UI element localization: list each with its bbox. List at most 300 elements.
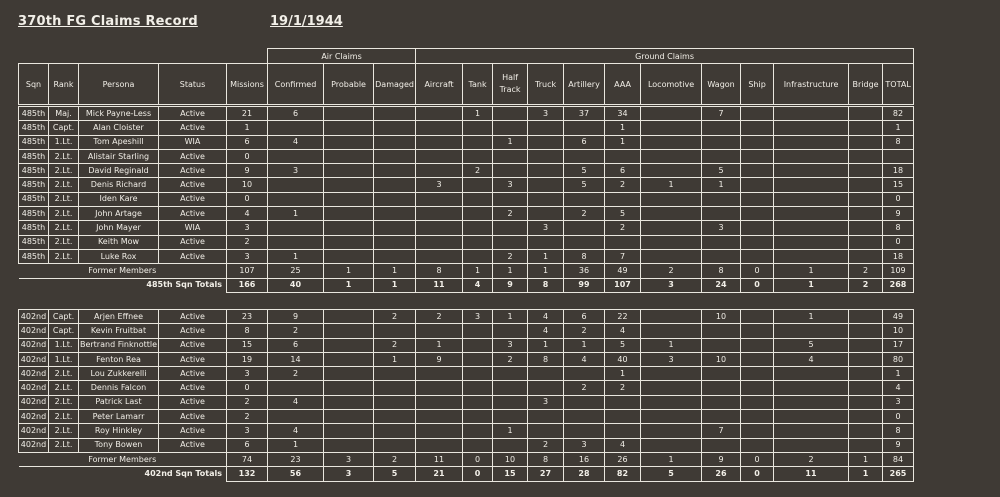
cell-infrastructure xyxy=(774,221,849,235)
table-row xyxy=(19,395,914,409)
cell-half-track: 1 xyxy=(493,264,528,278)
cell-wagon: 1 xyxy=(702,178,741,192)
cell-locomotive xyxy=(641,135,702,149)
cell-infrastructure xyxy=(774,107,849,121)
cell-tank: 1 xyxy=(463,264,493,278)
cell-wagon: 10 xyxy=(702,310,741,324)
cell-confirmed: 4 xyxy=(268,424,324,438)
cell-locomotive xyxy=(641,410,702,424)
cell-status: Active xyxy=(159,249,227,263)
cell-infrastructure xyxy=(774,395,849,409)
table-row xyxy=(19,249,914,263)
cell-rank: 2.Lt. xyxy=(49,221,79,235)
cell-ship xyxy=(741,235,774,249)
cell-probable xyxy=(324,235,374,249)
cell-aaa: 5 xyxy=(605,338,641,352)
cell-damaged xyxy=(374,121,416,135)
cell-half-track xyxy=(493,149,528,163)
cell-missions: 2 xyxy=(227,410,268,424)
cell-bridge xyxy=(849,352,883,366)
cell-missions: 3 xyxy=(227,424,268,438)
table-row xyxy=(19,352,914,366)
cell-confirmed: 6 xyxy=(268,338,324,352)
cell-infrastructure xyxy=(774,235,849,249)
cell-truck: 3 xyxy=(528,221,564,235)
cell-probable xyxy=(324,164,374,178)
former-members-label: Former Members xyxy=(19,452,227,466)
cell-persona: Tom Apeshill xyxy=(79,135,159,149)
cell-wagon: 3 xyxy=(702,221,741,235)
cell-confirmed: 56 xyxy=(268,467,324,481)
cell-truck: 1 xyxy=(528,264,564,278)
cell-aaa: 2 xyxy=(605,178,641,192)
cell-total: 1 xyxy=(883,367,914,381)
cell-infrastructure: 4 xyxy=(774,352,849,366)
cell-half-track xyxy=(493,367,528,381)
cell-missions: 0 xyxy=(227,192,268,206)
cell-total: 84 xyxy=(883,452,914,466)
cell-ship xyxy=(741,338,774,352)
cell-half-track: 1 xyxy=(493,135,528,149)
column-header-wagon: Wagon xyxy=(702,64,741,105)
cell-confirmed: 25 xyxy=(268,264,324,278)
cell-half-track xyxy=(493,192,528,206)
cell-persona: Fenton Rea xyxy=(79,352,159,366)
column-header-aircraft: Aircraft xyxy=(416,64,463,105)
cell-locomotive xyxy=(641,310,702,324)
cell-aircraft xyxy=(416,149,463,163)
cell-total: 80 xyxy=(883,352,914,366)
cell-rank: 2.Lt. xyxy=(49,164,79,178)
cell-aaa xyxy=(605,424,641,438)
cell-rank: 2.Lt. xyxy=(49,192,79,206)
cell-tank: 2 xyxy=(463,164,493,178)
cell-confirmed xyxy=(268,221,324,235)
cell-sqn: 402nd xyxy=(19,424,49,438)
cell-wagon xyxy=(702,192,741,206)
cell-bridge: 2 xyxy=(849,278,883,292)
cell-locomotive xyxy=(641,424,702,438)
cell-aaa: 1 xyxy=(605,135,641,149)
cell-probable xyxy=(324,135,374,149)
cell-infrastructure: 11 xyxy=(774,467,849,481)
column-header-aaa: AAA xyxy=(605,64,641,105)
cell-wagon xyxy=(702,149,741,163)
cell-sqn: 402nd xyxy=(19,367,49,381)
table-row xyxy=(19,221,914,235)
table-row xyxy=(19,235,914,249)
cell-status: Active xyxy=(159,149,227,163)
cell-total: 8 xyxy=(883,221,914,235)
cell-locomotive: 1 xyxy=(641,178,702,192)
cell-artillery xyxy=(564,235,605,249)
cell-total: 17 xyxy=(883,338,914,352)
cell-confirmed: 1 xyxy=(268,207,324,221)
cell-missions: 2 xyxy=(227,235,268,249)
cell-ship xyxy=(741,410,774,424)
cell-status: Active xyxy=(159,310,227,324)
cell-damaged xyxy=(374,381,416,395)
cell-status: Active xyxy=(159,324,227,338)
cell-status: Active xyxy=(159,107,227,121)
cell-total: 4 xyxy=(883,381,914,395)
cell-sqn: 485th xyxy=(19,221,49,235)
cell-bridge xyxy=(849,438,883,452)
squadron-totals-label: 402nd Sqn Totals xyxy=(19,467,227,481)
cell-infrastructure xyxy=(774,135,849,149)
table-row xyxy=(19,149,914,163)
cell-infrastructure xyxy=(774,249,849,263)
cell-status: WIA xyxy=(159,221,227,235)
cell-ship xyxy=(741,367,774,381)
cell-bridge xyxy=(849,178,883,192)
cell-total: 8 xyxy=(883,135,914,149)
cell-half-track: 15 xyxy=(493,467,528,481)
cell-tank xyxy=(463,249,493,263)
cell-total: 49 xyxy=(883,310,914,324)
cell-persona: David Reginald xyxy=(79,164,159,178)
cell-confirmed: 9 xyxy=(268,310,324,324)
cell-artillery xyxy=(564,121,605,135)
cell-damaged: 2 xyxy=(374,310,416,324)
cell-confirmed xyxy=(268,121,324,135)
cell-artillery xyxy=(564,410,605,424)
cell-persona: Dennis Falcon xyxy=(79,381,159,395)
cell-probable xyxy=(324,149,374,163)
cell-ship xyxy=(741,221,774,235)
cell-infrastructure xyxy=(774,367,849,381)
cell-confirmed: 2 xyxy=(268,367,324,381)
cell-rank: 2.Lt. xyxy=(49,438,79,452)
cell-damaged xyxy=(374,164,416,178)
cell-rank: 2.Lt. xyxy=(49,207,79,221)
cell-ship: 0 xyxy=(741,278,774,292)
cell-bridge: 1 xyxy=(849,452,883,466)
cell-probable xyxy=(324,121,374,135)
cell-tank xyxy=(463,135,493,149)
cell-damaged xyxy=(374,178,416,192)
cell-aircraft xyxy=(416,121,463,135)
cell-artillery xyxy=(564,192,605,206)
cell-truck xyxy=(528,381,564,395)
cell-artillery: 16 xyxy=(564,452,605,466)
cell-infrastructure xyxy=(774,410,849,424)
cell-persona: Mick Payne-Less xyxy=(79,107,159,121)
cell-aircraft xyxy=(416,135,463,149)
cell-locomotive: 3 xyxy=(641,278,702,292)
cell-bridge xyxy=(849,192,883,206)
cell-artillery: 99 xyxy=(564,278,605,292)
cell-half-track: 3 xyxy=(493,178,528,192)
cell-probable: 1 xyxy=(324,264,374,278)
cell-ship xyxy=(741,149,774,163)
cell-rank: 2.Lt. xyxy=(49,178,79,192)
cell-persona: Alistair Starling xyxy=(79,149,159,163)
cell-aircraft xyxy=(416,164,463,178)
cell-sqn: 485th xyxy=(19,192,49,206)
cell-rank: Maj. xyxy=(49,107,79,121)
cell-missions: 3 xyxy=(227,367,268,381)
cell-wagon: 10 xyxy=(702,352,741,366)
cell-truck: 1 xyxy=(528,338,564,352)
cell-missions: 19 xyxy=(227,352,268,366)
cell-aaa: 34 xyxy=(605,107,641,121)
cell-missions: 4 xyxy=(227,207,268,221)
cell-tank: 1 xyxy=(463,107,493,121)
cell-bridge xyxy=(849,367,883,381)
cell-locomotive xyxy=(641,324,702,338)
cell-aaa xyxy=(605,235,641,249)
cell-total: 9 xyxy=(883,438,914,452)
cell-probable xyxy=(324,352,374,366)
cell-tank xyxy=(463,352,493,366)
cell-truck: 8 xyxy=(528,452,564,466)
cell-locomotive xyxy=(641,235,702,249)
cell-half-track: 3 xyxy=(493,338,528,352)
cell-ship xyxy=(741,249,774,263)
cell-truck: 2 xyxy=(528,438,564,452)
cell-persona: Keith Mow xyxy=(79,235,159,249)
cell-ship xyxy=(741,121,774,135)
cell-aircraft: 11 xyxy=(416,452,463,466)
cell-locomotive: 1 xyxy=(641,452,702,466)
cell-infrastructure xyxy=(774,381,849,395)
cell-wagon: 7 xyxy=(702,107,741,121)
cell-aaa: 40 xyxy=(605,352,641,366)
cell-damaged xyxy=(374,249,416,263)
cell-ship xyxy=(741,107,774,121)
cell-damaged xyxy=(374,395,416,409)
cell-ship xyxy=(741,438,774,452)
cell-missions: 166 xyxy=(227,278,268,292)
cell-total xyxy=(883,149,914,163)
cell-probable xyxy=(324,438,374,452)
cell-tank xyxy=(463,438,493,452)
cell-tank xyxy=(463,338,493,352)
cell-total: 265 xyxy=(883,467,914,481)
table-row xyxy=(19,438,914,452)
cell-probable xyxy=(324,310,374,324)
cell-aircraft xyxy=(416,438,463,452)
cell-artillery: 6 xyxy=(564,135,605,149)
cell-artillery xyxy=(564,395,605,409)
cell-aircraft: 2 xyxy=(416,310,463,324)
cell-artillery: 37 xyxy=(564,107,605,121)
cell-status: Active xyxy=(159,178,227,192)
cell-artillery: 6 xyxy=(564,310,605,324)
cell-damaged xyxy=(374,135,416,149)
cell-half-track: 2 xyxy=(493,207,528,221)
cell-persona: Denis Richard xyxy=(79,178,159,192)
column-header-locomotive: Locomotive xyxy=(641,64,702,105)
cell-status: Active xyxy=(159,121,227,135)
cell-confirmed: 4 xyxy=(268,135,324,149)
cell-tank xyxy=(463,324,493,338)
cell-damaged: 5 xyxy=(374,467,416,481)
cell-infrastructure xyxy=(774,424,849,438)
cell-truck: 8 xyxy=(528,278,564,292)
cell-truck xyxy=(528,235,564,249)
cell-damaged xyxy=(374,149,416,163)
cell-sqn: 402nd xyxy=(19,438,49,452)
cell-missions: 15 xyxy=(227,338,268,352)
cell-infrastructure xyxy=(774,438,849,452)
cell-sqn: 485th xyxy=(19,121,49,135)
cell-rank: 1.Lt. xyxy=(49,352,79,366)
cell-missions: 6 xyxy=(227,438,268,452)
cell-artillery: 28 xyxy=(564,467,605,481)
cell-aircraft xyxy=(416,367,463,381)
cell-half-track xyxy=(493,410,528,424)
cell-confirmed xyxy=(268,410,324,424)
table-row xyxy=(19,178,914,192)
table-row xyxy=(19,135,914,149)
cell-damaged xyxy=(374,207,416,221)
cell-rank: Capt. xyxy=(49,310,79,324)
cell-truck xyxy=(528,149,564,163)
cell-probable: 3 xyxy=(324,452,374,466)
cell-persona: Patrick Last xyxy=(79,395,159,409)
cell-aircraft: 8 xyxy=(416,264,463,278)
cell-ship: 0 xyxy=(741,452,774,466)
cell-aircraft xyxy=(416,381,463,395)
cell-total: 3 xyxy=(883,395,914,409)
cell-confirmed: 3 xyxy=(268,164,324,178)
cell-half-track xyxy=(493,121,528,135)
cell-aaa: 6 xyxy=(605,164,641,178)
cell-aaa: 49 xyxy=(605,264,641,278)
column-header-truck: Truck xyxy=(528,64,564,105)
cell-rank: 2.Lt. xyxy=(49,395,79,409)
cell-bridge xyxy=(849,207,883,221)
cell-confirmed xyxy=(268,235,324,249)
cell-probable xyxy=(324,178,374,192)
cell-aaa xyxy=(605,192,641,206)
cell-aircraft xyxy=(416,207,463,221)
cell-artillery: 2 xyxy=(564,381,605,395)
cell-total: 15 xyxy=(883,178,914,192)
cell-half-track: 10 xyxy=(493,452,528,466)
cell-sqn: 402nd xyxy=(19,352,49,366)
former-members-row xyxy=(19,264,914,278)
table-row xyxy=(19,324,914,338)
former-members-label: Former Members xyxy=(19,264,227,278)
cell-wagon xyxy=(702,395,741,409)
cell-total: 10 xyxy=(883,324,914,338)
cell-bridge: 2 xyxy=(849,264,883,278)
cell-aircraft xyxy=(416,424,463,438)
cell-missions: 2 xyxy=(227,395,268,409)
cell-rank: 2.Lt. xyxy=(49,410,79,424)
cell-aaa: 2 xyxy=(605,381,641,395)
cell-wagon: 5 xyxy=(702,164,741,178)
cell-truck: 27 xyxy=(528,467,564,481)
cell-damaged xyxy=(374,235,416,249)
cell-aaa xyxy=(605,395,641,409)
cell-tank: 0 xyxy=(463,467,493,481)
squadron-totals-row xyxy=(19,278,914,292)
cell-artillery: 3 xyxy=(564,438,605,452)
cell-missions: 132 xyxy=(227,467,268,481)
cell-aaa xyxy=(605,410,641,424)
cell-status: Active xyxy=(159,352,227,366)
cell-ship xyxy=(741,395,774,409)
cell-tank xyxy=(463,235,493,249)
cell-persona: Iden Kare xyxy=(79,192,159,206)
cell-truck: 4 xyxy=(528,310,564,324)
cell-tank xyxy=(463,178,493,192)
cell-persona: Lou Zukkerelli xyxy=(79,367,159,381)
cell-artillery xyxy=(564,424,605,438)
cell-locomotive xyxy=(641,438,702,452)
table-row xyxy=(19,367,914,381)
cell-missions: 1 xyxy=(227,121,268,135)
cell-confirmed: 1 xyxy=(268,438,324,452)
cell-rank: 2.Lt. xyxy=(49,249,79,263)
cell-infrastructure xyxy=(774,178,849,192)
cell-missions: 21 xyxy=(227,107,268,121)
cell-sqn: 485th xyxy=(19,207,49,221)
cell-total: 8 xyxy=(883,424,914,438)
cell-total: 82 xyxy=(883,107,914,121)
table-row xyxy=(19,164,914,178)
cell-wagon: 8 xyxy=(702,264,741,278)
cell-confirmed: 14 xyxy=(268,352,324,366)
cell-wagon xyxy=(702,438,741,452)
cell-wagon: 24 xyxy=(702,278,741,292)
cell-status: WIA xyxy=(159,135,227,149)
cell-total: 18 xyxy=(883,164,914,178)
column-header-damaged: Damaged xyxy=(374,64,416,105)
cell-tank xyxy=(463,395,493,409)
table-row xyxy=(19,207,914,221)
cell-persona: Peter Lamarr xyxy=(79,410,159,424)
cell-artillery: 4 xyxy=(564,352,605,366)
cell-locomotive xyxy=(641,164,702,178)
record-date: 19/1/1944 xyxy=(270,14,343,29)
cell-probable xyxy=(324,424,374,438)
cell-bridge xyxy=(849,107,883,121)
cell-bridge xyxy=(849,381,883,395)
cell-locomotive xyxy=(641,149,702,163)
cell-aircraft xyxy=(416,235,463,249)
cell-infrastructure xyxy=(774,192,849,206)
cell-aaa: 1 xyxy=(605,367,641,381)
cell-ship: 0 xyxy=(741,264,774,278)
cell-wagon xyxy=(702,207,741,221)
cell-probable xyxy=(324,192,374,206)
cell-aaa: 26 xyxy=(605,452,641,466)
cell-bridge xyxy=(849,324,883,338)
cell-damaged: 2 xyxy=(374,338,416,352)
cell-ship xyxy=(741,424,774,438)
cell-aaa xyxy=(605,149,641,163)
cell-bridge xyxy=(849,410,883,424)
cell-infrastructure xyxy=(774,324,849,338)
cell-half-track xyxy=(493,221,528,235)
column-header-status: Status xyxy=(159,64,227,105)
cell-total: 1 xyxy=(883,121,914,135)
cell-probable xyxy=(324,395,374,409)
cell-artillery: 5 xyxy=(564,178,605,192)
cell-rank: 1.Lt. xyxy=(49,135,79,149)
cell-aircraft xyxy=(416,221,463,235)
cell-truck: 1 xyxy=(528,249,564,263)
cell-missions: 3 xyxy=(227,249,268,263)
cell-probable xyxy=(324,410,374,424)
cell-damaged xyxy=(374,192,416,206)
cell-sqn: 402nd xyxy=(19,310,49,324)
